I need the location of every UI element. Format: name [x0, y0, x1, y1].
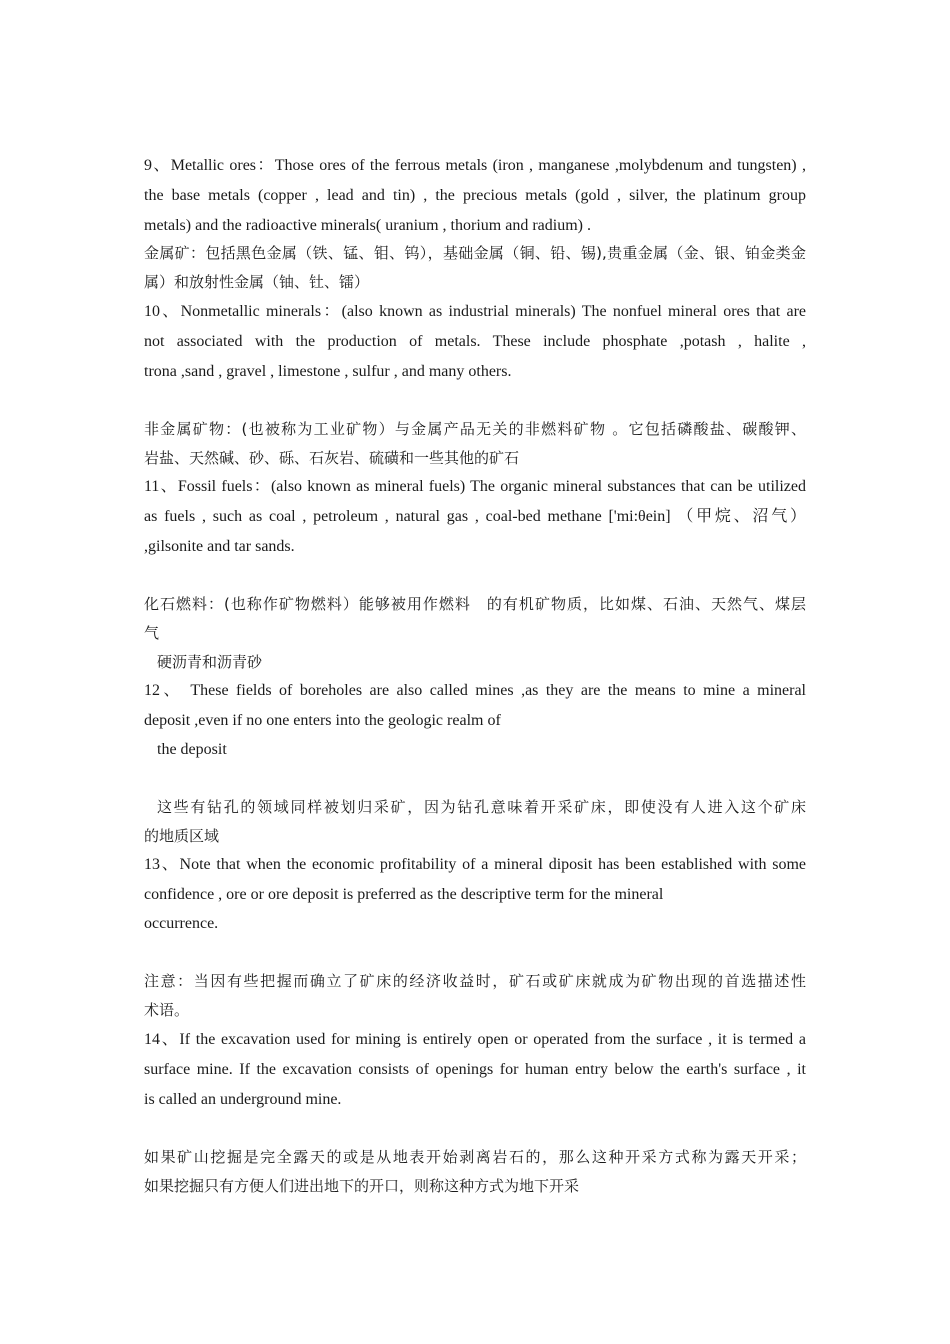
item-12-zh-line-1: 这些有钻孔的领域同样被划归采矿，因为钻孔意味着开采矿床，即使没有人进入这个矿床 — [157, 798, 806, 816]
item-12-en-line-3: the deposit — [157, 741, 227, 758]
item-9-en-line-1: 9、Metallic ores：Those ores of the ferrous metals (iron , manganese ,molybdenum and tungsten) , — [144, 157, 806, 174]
item-14-en-line-1: 14、If the excavation used for mining is entirely open or operated from the surface , it is termed a — [144, 1031, 806, 1048]
item-9-en-line-3: metals) and the radioactive minerals( uranium , thorium and radium) . — [144, 217, 591, 234]
item-10-zh-line-1: 非金属矿物：(也被称为工业矿物）与金属产品无关的非燃料矿物 。它包括磷酸盐、碳酸钾、 — [144, 420, 806, 438]
item-12-en-line-1: 12、 These fields of boreholes are also called mines ,as they are the means to mine a mineral — [144, 682, 806, 699]
item-14-zh-line-1: 如果矿山挖掘是完全露天的或是从地表开始剥离岩石的，那么这种开采方式称为露天开采； — [144, 1148, 806, 1166]
item-14-en-line-3: is called an underground mine. — [144, 1091, 342, 1108]
item-11-en-line-3: ,gilsonite and tar sands. — [144, 538, 295, 555]
item-10-zh-line-2: 岩盐、天然碱、砂、砾、石灰岩、硫磺和一些其他的矿石 — [144, 449, 520, 467]
item-13-zh-line-1: 注意：当因有些把握而确立了矿床的经济收益时，矿石或矿床就成为矿物出现的首选描述性 — [144, 972, 806, 990]
item-12-zh-line-2: 的地质区域 — [144, 827, 220, 845]
item-11-en-line-2: as fuels , such as coal , petroleum , natural gas , coal-bed methane ['mi:θein] （甲烷、沼气） — [144, 508, 806, 525]
item-9-zh-line-1: 金属矿：包括黑色金属（铁、锰、钼、钨），基础金属（铜、铅、锡),贵重金属（金、银、铂金类金 — [144, 244, 806, 262]
item-11-zh-line-1: 化石燃料：(也称作矿物燃料）能够被用作燃料 的有机矿物质，比如煤、石油、天然气、煤层 — [144, 595, 806, 613]
item-13-en-line-2: confidence , ore or ore deposit is preferred as the descriptive term for the mineral — [144, 886, 664, 903]
item-9-en-line-2: the base metals (copper , lead and tin) , the precious metals (gold , silver, the platinum group — [144, 187, 806, 204]
item-13-zh-line-2: 术语。 — [144, 1001, 190, 1019]
item-11-en-line-1: 11、Fossil fuels：(also known as mineral fuels) The organic mineral substances that can be utilized — [144, 478, 806, 495]
item-13-en-line-1: 13、Note that when the economic profitability of a mineral diposit has been established with some — [144, 856, 806, 873]
item-14-zh-line-2: 如果挖掘只有方便人们进出地下的开口，则称这种方式为地下开采 — [144, 1177, 580, 1195]
item-10-en-line-1: 10、Nonmetallic minerals：(also known as industrial minerals) The nonfuel mineral ores that are — [144, 303, 807, 320]
item-10-en-line-3: trona ,sand , gravel , limestone , sulfur , and many others. — [144, 363, 512, 380]
item-11-zh-line-2: 气 — [144, 624, 160, 642]
item-11-zh-line-3: 硬沥青和沥青砂 — [157, 653, 263, 671]
item-14-en-line-2: surface mine. If the excavation consists of openings for human entry below the earth's surface , it — [144, 1061, 806, 1078]
item-13-en-line-3: occurrence. — [144, 915, 219, 932]
item-9-zh-line-2: 属）和放射性金属（铀、钍、镭） — [144, 273, 370, 291]
item-10-en-line-2: not associated with the production of metals. These include phosphate ,potash , halite , — [144, 333, 806, 350]
item-12-en-line-2: deposit ,even if no one enters into the geologic realm of — [144, 712, 501, 729]
